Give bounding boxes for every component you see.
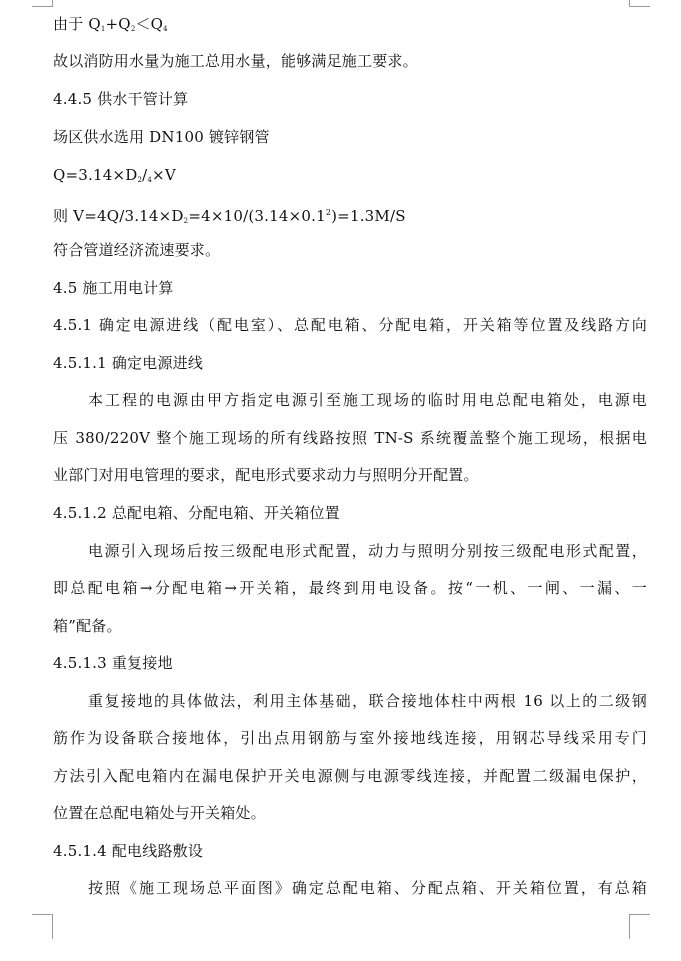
section-heading-4-5-1-3: 4.5.1.3 重复接地 xyxy=(53,654,173,672)
paragraph-line: 按照《施工现场总平面图》确定总配电箱、分配点箱、开关箱位置，有总箱 xyxy=(88,879,647,897)
section-heading-4-4-5: 4.4.5 供水干管计算 xyxy=(53,90,189,108)
corner-mark-top-right xyxy=(629,0,650,7)
section-heading-4-5-1-1: 4.5.1.1 确定电源进线 xyxy=(53,354,204,372)
paragraph-line: 方法引入配电箱内在漏电保护开关电源侧与电源零线连接，并配置二级漏电保护， xyxy=(53,767,647,785)
paragraph-line: 场区供水选用 DN100 镀锌钢管 xyxy=(53,128,270,146)
corner-mark-bottom-right xyxy=(629,914,650,939)
paragraph-line: 电源引入现场后按三级配电形式配置，动力与照明分别按三级配电形式配置， xyxy=(88,542,647,560)
section-heading-4-5-1: 4.5.1 确定电源进线（配电室）、总配电箱、分配电箱，开关箱等位置及线路方向 xyxy=(53,316,647,334)
corner-mark-bottom-left xyxy=(32,914,53,939)
section-heading-4-5-1-2: 4.5.1.2 总配电箱、分配电箱、开关箱位置 xyxy=(53,504,340,522)
paragraph-line: 箱”配备。 xyxy=(53,617,122,635)
paragraph-line: 重复接地的具体做法，利用主体基础，联合接地体柱中两根 16 以上的二级钢 xyxy=(88,692,647,710)
paragraph-line: 位置在总配电箱处与开关箱处。 xyxy=(53,804,266,822)
section-heading-4-5: 4.5 施工用电计算 xyxy=(53,279,174,297)
paragraph-line: 业部门对用电管理的要求，配电形式要求动力与照明分开配置。 xyxy=(53,466,479,484)
corner-mark-top-left xyxy=(32,0,53,7)
section-heading-4-5-1-4: 4.5.1.4 配电线路敷设 xyxy=(53,842,204,860)
paragraph-line: 筋作为设备联合接地体，引出点用钢筋与室外接地线连接，用钢芯导线采用专门 xyxy=(53,729,647,747)
paragraph-line: 故以消防用水量为施工总用水量，能够满足施工要求。 xyxy=(53,52,418,70)
formula-line-q-comparison: 由于 $Q_1+Q_2<Q_4$ xyxy=(53,15,168,33)
formula-line-v: 则 $V=4Q/3.14\times D_2=4\times 10/(3.14\times 0.1^2)=1.3M/S$ xyxy=(53,207,406,225)
paragraph-line: 符合管道经济流速要求。 xyxy=(53,241,221,259)
formula-line-q: $Q=3.14\times D_2/_4\times V$ xyxy=(53,166,176,184)
paragraph-line: 压 380/220V 整个施工现场的所有线路按照 TN-S 系统覆盖整个施工现场，根据电 xyxy=(53,429,647,447)
paragraph-line: 本工程的电源由甲方指定电源引至施工现场的临时用电总配电箱处，电源电 xyxy=(88,391,647,409)
paragraph-line: 即总配电箱→分配电箱→开关箱，最终到用电设备。按“一机、一闸、一漏、一 xyxy=(53,579,647,597)
